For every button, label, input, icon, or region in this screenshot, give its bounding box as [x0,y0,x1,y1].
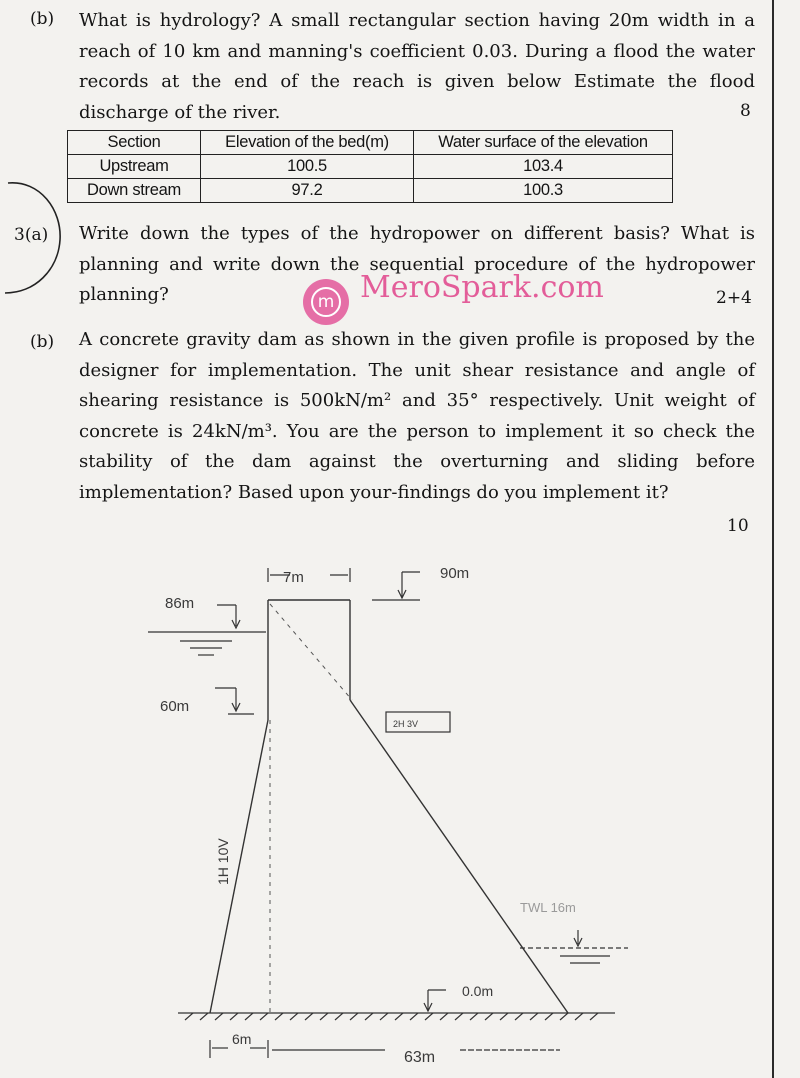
dim-label-base-width: 63m [404,1049,436,1066]
watermark-text: MeroSpark.com [360,270,604,305]
question-text: A concrete gravity dam as shown in the given profile is proposed by the designer for implementation. The unit shear resistance and angle of shearing resistance is 500kN/m² and 35° respectively. Unit weight of concrete is 24kN/m³. You are the person to implement it so check the stability of the dam against the overturning and sliding before implementation? Based upon your-findings do you implement it? [79,329,755,503]
level-label-headwater: 86m [165,595,195,612]
table-cell: 103.4 [414,155,673,179]
table-header-cell: Elevation of the bed(m) [201,131,414,155]
watermark-logo-letter: m [311,287,341,317]
question-marks: 2+4 [716,288,752,308]
question-text: What is hydrology? A small rectangular section having 20m width in a reach of 10 km and manning's coefficient 0.03. During a flood the water records at the end of the reach is given below Estimate the flood discharge of the river. [79,10,755,123]
level-label-tailwater: TWL 16m [520,900,576,915]
dim-label-top-width: 7m [283,569,304,586]
table-cell: Upstream [68,155,201,179]
dim-label-heel-width: 6m [232,1031,252,1047]
level-label-heel-break: 60m [160,698,190,715]
slope-label-downstream: 2H 3V [393,719,419,729]
level-label-crest: 90m [440,565,470,582]
dam-internal-dashed-line [270,604,352,700]
question-label: 3(a) [14,225,49,245]
slope-label-upstream: 1H 10V [215,838,231,885]
table-cell: 100.5 [201,155,414,179]
dam-downstream-slope [350,700,568,1013]
table-cell: 100.3 [414,179,673,203]
question-marks: 10 [727,516,749,536]
table-header-cell: Section [68,131,201,155]
table-header-cell: Water surface of the elevation [414,131,673,155]
level-label-base: 0.0m [462,983,494,999]
question-marks: 8 [740,101,751,121]
question-text: Write down the types of the hydropower on different basis? What is planning and write down the sequential procedure of the hydropower planning? [79,223,755,305]
table-cell: 97.2 [201,179,414,203]
question-label: (b) [30,9,55,29]
table-cell: Down stream [68,179,201,203]
question-label: (b) [30,332,55,352]
